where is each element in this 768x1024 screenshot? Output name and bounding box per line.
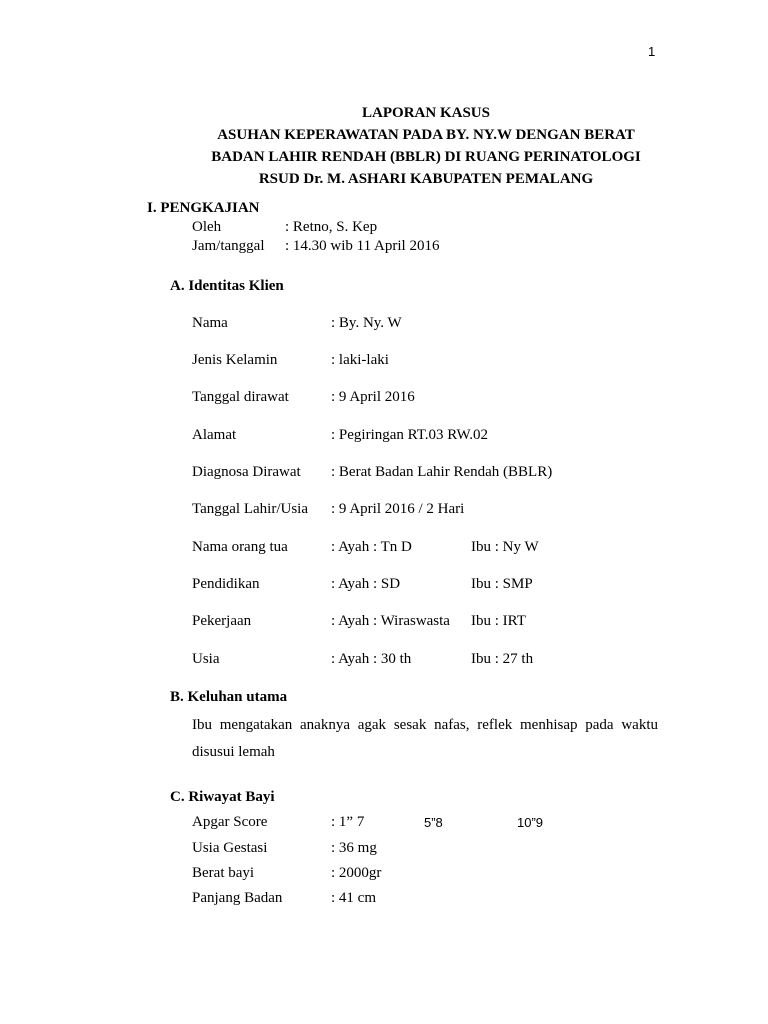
apgar-value-5: 5”8 bbox=[424, 815, 443, 830]
page-number: 1 bbox=[648, 44, 656, 59]
field-value: : Ayah : Wiraswasta bbox=[331, 613, 450, 629]
field-label: Nama orang tua bbox=[192, 539, 288, 555]
section-heading-pengkajian: I. PENGKAJIAN bbox=[147, 200, 260, 216]
field-label: Nama bbox=[192, 315, 228, 331]
field-value: : 41 cm bbox=[331, 890, 376, 906]
section-heading-identitas: A. Identitas Klien bbox=[170, 278, 284, 294]
apgar-value-10: 10”9 bbox=[517, 815, 544, 830]
section-heading-riwayat: C. Riwayat Bayi bbox=[170, 789, 275, 805]
field-value: : Retno, S. Kep bbox=[285, 219, 378, 235]
field-label: Alamat bbox=[192, 427, 237, 443]
field-value: : Pegiringan RT.03 RW.02 bbox=[331, 427, 489, 443]
field-value: : Ayah : Tn D bbox=[331, 539, 412, 555]
field-label: Usia Gestasi bbox=[192, 840, 268, 856]
field-extra: Ibu : Ny W bbox=[471, 539, 539, 555]
field-label: Pendidikan bbox=[192, 576, 260, 592]
field-value: : Ayah : 30 th bbox=[331, 651, 412, 667]
report-title bbox=[0, 102, 768, 190]
field-extra: Ibu : IRT bbox=[471, 613, 526, 629]
field-value: : 2000gr bbox=[331, 865, 382, 881]
field-extra: Ibu : 27 th bbox=[471, 651, 534, 667]
field-label: Jam/tanggal bbox=[192, 238, 265, 254]
field-label: Pekerjaan bbox=[192, 613, 252, 629]
field-label: Jenis Kelamin bbox=[192, 352, 278, 368]
title-line: ASUHAN KEPERAWATAN PADA BY. NY.W DENGAN BERAT bbox=[217, 127, 635, 143]
field-value: : Ayah : SD bbox=[331, 576, 401, 592]
field-label: Tanggal dirawat bbox=[192, 389, 289, 405]
field-label: Diagnosa Dirawat bbox=[192, 464, 301, 480]
field-label: Oleh bbox=[192, 219, 222, 235]
field-label: Berat bayi bbox=[192, 865, 255, 881]
field-label: Apgar Score bbox=[192, 814, 268, 830]
field-value: : 36 mg bbox=[331, 840, 377, 856]
title-line: LAPORAN KASUS bbox=[362, 105, 490, 121]
field-value: : 14.30 wib 11 April 2016 bbox=[285, 238, 440, 254]
keluhan-text: Ibu mengatakan anaknya agak sesak nafas, reflek menhisap pada waktu disusui lemah bbox=[192, 717, 658, 760]
section-heading-keluhan: B. Keluhan utama bbox=[170, 689, 288, 705]
title-line: BADAN LAHIR RENDAH (BBLR) DI RUANG PERINATOLOGI bbox=[211, 149, 641, 165]
field-extra: Ibu : SMP bbox=[471, 576, 533, 592]
apgar-value-1: : 1” 7 bbox=[331, 814, 365, 830]
title-line: RSUD Dr. M. ASHARI KABUPATEN PEMALANG bbox=[258, 171, 594, 187]
field-value: : 9 April 2016 bbox=[331, 389, 415, 405]
field-label: Usia bbox=[192, 651, 220, 667]
field-value: : laki-laki bbox=[331, 352, 389, 368]
field-label: Panjang Badan bbox=[192, 890, 283, 906]
field-value: : Berat Badan Lahir Rendah (BBLR) bbox=[331, 464, 553, 480]
field-label: Tanggal Lahir/Usia bbox=[192, 501, 308, 517]
field-value: : 9 April 2016 / 2 Hari bbox=[331, 501, 465, 517]
field-value: : By. Ny. W bbox=[331, 315, 402, 331]
